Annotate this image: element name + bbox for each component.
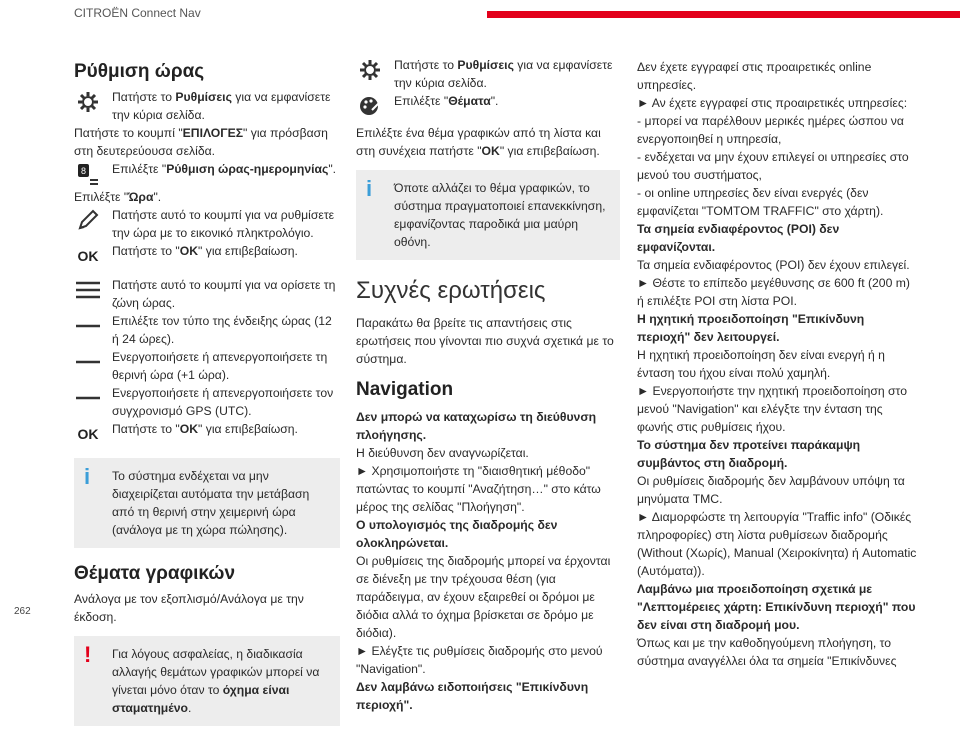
toggle-line-icon [74,312,102,340]
ok-button-icon: OK [77,248,99,264]
step-ok-1 [74,242,340,270]
ok-button-icon: OK [77,426,99,442]
step-format [74,312,340,348]
palette-brush-icon [356,92,384,120]
text-bold: OK [179,244,199,258]
text: Ενεργοποιήσετε ή απενεργοποιήσετε τη θερινή ώρα (+1 ώρα). [112,350,328,382]
answer: ► Διαμορφώστε τη λειτουργία "Traffic info" (Οδικές πληροφορίες) στη λίστα ρυθμίσεων διαδρομής (Without (Χωρίς), Manual (Χειροκίνητα) ή Automatic (Αυτόματα)). [637,510,917,578]
question: Λαμβάνω μια προειδοποίηση σχετικά με "Λεπτομέρειες χάρτη: Επικίνδυνη περιοχή" που δεν είναι στη διαδρομή μου. [637,582,916,632]
text: για να εμφανίσετε την κύρια σελίδα. [112,90,331,122]
answer: Τα σημεία ενδιαφέροντος (POI) δεν έχουν επιλεγεί. [637,258,910,272]
text: Επιλέξτε τον τύπο της ένδειξης ώρας (12 ή 24 ώρες). [112,314,332,346]
text: Επιλέξτε " [112,162,167,176]
column-3 [637,58,917,670]
text: ". [490,94,499,108]
text: Πατήστε το " [112,422,180,436]
text: Επιλέξτε " [394,94,449,108]
step-settings-2 [356,56,620,92]
settings-gear-icon [74,88,102,116]
text: Για λόγους ασφαλείας, η διαδικασία αλλαγής θεμάτων γραφικών μπορεί να γίνεται μόνο όταν το [112,647,320,697]
info-icon: i [84,464,91,489]
text-bold: Ρύθμιση ώρας-ημερομηνίας [166,162,329,176]
answer: ► Αν έχετε εγγραφεί στις προαιρετικές υπηρεσίες: [637,96,908,110]
answer: - οι online υπηρεσίες δεν είναι ενεργές (δεν εμφανίζεται "TOMTOM TRAFFIC" στο χάρτη). [637,186,884,218]
question: Δεν λαμβάνω ειδοποιήσεις "Επικίνδυνη περιοχή". [356,680,589,712]
text: Πατήστε αυτό το κουμπί για να ορίσετε τη ζώνη ώρας. [112,278,336,310]
text-bold: Ρυθμίσεις [457,58,514,72]
step-ok-2 [74,420,340,448]
column-2 [356,56,620,714]
warning-note-themes [74,636,340,726]
step-settings [74,88,340,124]
answer: Οι ρυθμίσεις διαδρομής δεν λαμβάνουν υπόψη τα μηνύματα TMC. [637,474,905,506]
info-icon: i [366,176,373,201]
text: ". [153,190,162,204]
text-bold: Ώρα [128,190,154,204]
faq-title: Συχνές ερωτήσεις [356,277,546,304]
text: Πατήστε το [394,58,458,72]
text: Ενεργοποιήσετε ή απενεργοποιήσετε τον συγχρονισμό GPS (UTC). [112,386,334,418]
toggle-line-icon [74,348,102,376]
text: Παρακάτω θα βρείτε τις απαντήσεις στις ερωτήσεις που γίνονται πιο συχνά σχετικά με το σύστημα. [356,316,614,366]
text: Όποτε αλλάζει το θέμα γραφικών, το σύστημα πραγματοποιεί επανεκκίνηση, εμφανίζοντας παροδικά μια μαύρη οθόνη. [394,181,606,249]
text: " για επιβεβαίωση. [198,422,298,436]
navigation-title: Navigation [356,379,454,400]
text: Πατήστε το [112,90,176,104]
answer: Η ηχητική προειδοποίηση δεν είναι ενεργή ή η ένταση του ήχου είναι πολύ χαμηλή. [637,348,885,380]
answer: Οι ρυθμίσεις της διαδρομής μπορεί να έρχονται σε διένεξη με την τρέχουσα θέση (για παράδειγμα, αν έχουν εξαιρεθεί οι δρόμοι με διόδια αλλά το όχημα βρίσκεται σε δρόμο με διόδια). [356,554,611,640]
text: Πατήστε το κουμπί " [74,126,183,140]
answer: Η διεύθυνση δεν αναγνωρίζεται. [356,446,529,460]
text: . [187,701,192,715]
step-timezone [74,276,340,312]
running-header: CITROËN Connect Nav [74,6,201,20]
step-dst [74,348,340,384]
question: Το σύστημα δεν προτείνει παράκαμψη συμβάντος στη διαδρομή. [637,438,861,470]
question: Δεν μπορώ να καταχωρίσω τη διεύθυνση πλοήγησης. [356,410,597,442]
answer: ► Ενεργοποιήστε την ηχητική προειδοποίηση στο μενού "Navigation" και ελέγξτε την ένταση της φωνής στις ρυθμίσεις ήχου. [637,384,907,434]
answer: - ενδέχεται να μην έχουν επιλεγεί οι υπηρεσίες στο μενού του συστήματος, [637,150,909,182]
question: Τα σημεία ενδιαφέροντος (POI) δεν εμφανίζονται. [637,222,840,254]
numbered-list-icon [74,160,102,188]
step-gps [74,384,340,420]
section-title-time: Ρύθμιση ώρας [74,61,205,82]
text: Το σύστημα ενδέχεται να μην διαχειρίζεται αυτόματα την μετάβαση από τη θερινή στην χειμερινή ώρα (ανάλογα με τη χώρα πώλησης). [112,469,310,537]
answer: Δεν έχετε εγγραφεί στις προαιρετικές online υπηρεσίες. [637,60,872,92]
text-bold: Θέματα [448,94,491,108]
svg-text:8: 8 [80,166,87,176]
toggle-line-icon [74,384,102,412]
answer: Όπως και με την καθοδηγούμενη πλοήγηση, το σύστημα αναγγέλλει όλα τα σημεία "Επικίνδυνες [637,636,897,668]
step-time-date [74,160,340,188]
paragraph-select-theme [356,124,620,160]
question: Ο υπολογισμός της διαδρομής δεν ολοκληρώνεται. [356,518,558,550]
text: Επιλέξτε ένα θέμα γραφικών από τη λίστα και στη συνέχεια πατήστε " [356,126,601,158]
answer: ► Ελέγξτε τις ρυθμίσεις διαδρομής στο μενού "Navigation". [356,644,603,676]
step-themes [356,92,620,120]
question: Η ηχητική προειδοποίηση "Επικίνδυνη περιοχή" δεν λειτουργεί. [637,312,865,344]
warning-exclamation-icon: ! [84,642,92,667]
text: " για πρόσβαση στη δευτερεύουσα σελίδα. [74,126,328,158]
pencil-icon [74,206,102,234]
text: " για επιβεβαίωση. [198,244,298,258]
text: " για επιβεβαίωση. [499,144,600,158]
section-title-themes: Θέματα γραφικών [74,563,236,584]
text: Πατήστε αυτό το κουμπί για να ρυθμίσετε την ώρα με το εικονικό πληκτρολόγιο. [112,208,335,240]
text: ". [328,162,337,176]
page-number: 262 [14,606,31,617]
info-note-dst [74,458,340,548]
settings-gear-icon [356,56,384,84]
text-bold: OK [179,422,199,436]
text-bold: ΕΠΙΛΟΓΕΣ [182,126,244,140]
text: για να εμφανίσετε την κύρια σελίδα. [394,58,613,90]
column-1 [74,56,340,736]
text: Επιλέξτε " [74,190,129,204]
text-bold: όχημα είναι σταματημένο [112,683,290,715]
answer: ► Θέστε το επίπεδο μεγέθυνσης σε 600 ft (200 m) ή επιλέξτε POI στη λίστα POI. [637,276,910,308]
menu-lines-icon [74,276,102,304]
paragraph-select-time [74,188,340,206]
answer: ► Χρησιμοποιήστε τη "διαισθητική μέθοδο" πατώντας το κουμπί "Αναζήτηση…" στο κάτω μέρος της σελίδας "Πλοήγηση". [356,464,601,514]
text: Ανάλογα με τον εξοπλισμό/Ανάλογα με την έκδοση. [74,592,304,624]
step-set-time [74,206,340,242]
text-bold: Ρυθμίσεις [175,90,232,104]
paragraph-options [74,124,340,160]
text-bold: OK [481,144,500,158]
info-note-restart [356,170,620,260]
answer: - μπορεί να παρέλθουν μερικές ημέρες ώσπου να ενεργοποιηθεί η υπηρεσία, [637,114,904,146]
text: Πατήστε το " [112,244,180,258]
header-red-bar [487,11,960,18]
